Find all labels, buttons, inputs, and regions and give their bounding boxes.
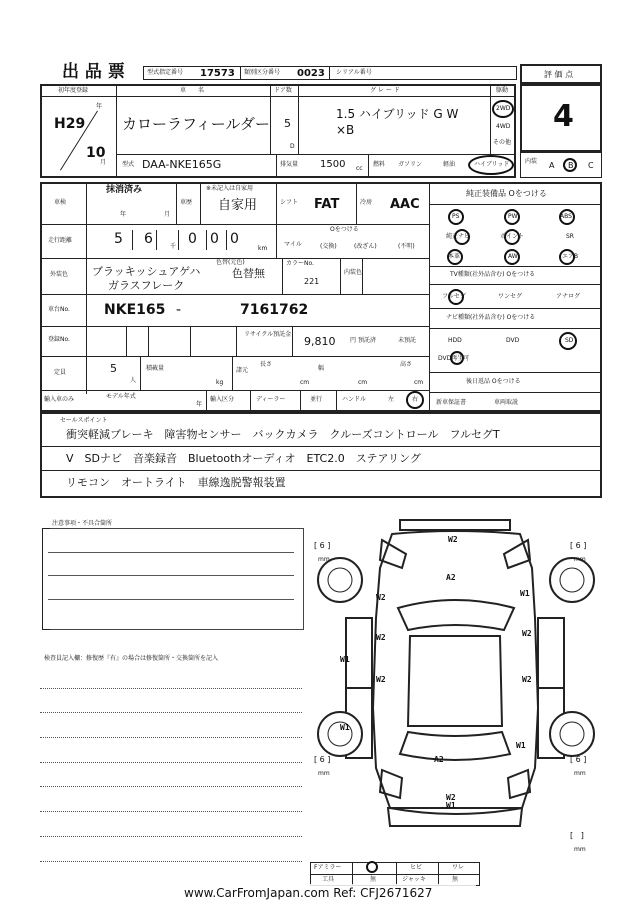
equip-abs-circle — [559, 209, 575, 225]
score-header-cell — [520, 64, 602, 84]
equip-airbag: エアB — [562, 253, 579, 260]
mark-right-front-door: W2 — [522, 629, 532, 638]
mark-front-bumper: W2 — [448, 535, 458, 544]
fuel-label: 燃料 — [373, 161, 386, 168]
first-reg-year: H29 — [54, 116, 86, 132]
width-label: 幅 — [318, 365, 325, 372]
equip-point-circle — [504, 229, 520, 245]
equipment-header: 純正装備品 Oをつける — [466, 189, 547, 198]
interior-color-label: 内装色 — [344, 269, 363, 276]
interior-b: B — [568, 161, 574, 170]
tire-unit-spare: mm — [574, 846, 586, 853]
type-label: 型式 — [122, 161, 135, 168]
tampered-label: (改ざん) — [354, 243, 377, 250]
recycle-label: リサイクル預託金 — [244, 331, 292, 338]
chassis-label: 車台No. — [48, 306, 70, 313]
drive-4wd: 4WD — [496, 123, 511, 130]
mileage-digit-4: 0 — [210, 231, 219, 247]
navi-sd-circle — [559, 332, 577, 350]
shift-label: シフト — [280, 199, 299, 206]
color-no-label: カラーNo. — [286, 260, 314, 267]
equip-point: ポイント — [500, 233, 525, 240]
fuel-selected-circle — [468, 155, 514, 175]
interior-cell — [520, 152, 602, 178]
load-kg-unit: kg — [216, 379, 224, 386]
equip-ps: PS — [452, 213, 460, 220]
mark-trunk: A2 — [434, 755, 444, 764]
ac-label: 冷房 — [360, 199, 373, 206]
docs-header: 後日返品 Oをつける — [466, 378, 521, 385]
tire-unit-rl: mm — [318, 770, 330, 777]
windshield-shape — [398, 600, 514, 630]
footer-tool-none: 無 — [370, 876, 377, 883]
import-type-label: 輸入区分 — [210, 396, 235, 403]
equip-navi-circle — [454, 229, 470, 245]
inspection-month-unit: 月 — [164, 211, 171, 218]
recycle-value: 9,810 — [304, 335, 336, 348]
mark-front-left-fender: W2 — [376, 593, 386, 602]
mileage-digit-1: 5 — [114, 231, 123, 247]
interior-c: C — [588, 161, 594, 170]
score-label: 評 価 点 — [544, 70, 574, 79]
model-year-label: モデル年式 — [106, 393, 136, 400]
navi-dvd: DVD — [506, 337, 520, 344]
ac-value: AAC — [390, 197, 420, 212]
docs-manual: 車両取説 — [494, 399, 519, 406]
color-line1: ブラッキッシュアゲハ — [92, 265, 201, 278]
tv-analog: アナログ — [556, 293, 581, 300]
mark-left-rear-door: W2 — [376, 675, 386, 684]
usage-note: ※未記入は自家用 — [206, 185, 254, 192]
doors-suffix: D — [290, 143, 295, 150]
footer-fire-circle — [366, 861, 378, 873]
handle-label: ハンドル — [342, 396, 367, 403]
width-cm-unit: cm — [358, 379, 368, 386]
original-color: 色替無 — [232, 267, 265, 280]
dim-label: 諸元 — [236, 367, 249, 374]
inspector-label: 検査員記入欄：修復歴『有』の場合は修復箇所・交換箇所を記入 — [44, 655, 219, 662]
drive-2wd: 2WD — [496, 105, 511, 112]
mileage-digit-2: 6 — [144, 231, 153, 247]
mileage-digit-5: 0 — [230, 231, 239, 247]
mileage-circle-note: Oをつける — [330, 226, 359, 233]
wheel-front-left — [318, 558, 362, 602]
sheet-title: 出 品 票 — [62, 62, 125, 82]
mark-rear-panel: W2 — [446, 793, 456, 802]
length-label: 長さ — [260, 361, 273, 368]
sales-line-1: 衝突軽減ブレーキ 障害物センサー バックカメラ クルーズコントロール フルセグT — [66, 428, 500, 441]
navi-sd: SD — [565, 337, 574, 344]
thousand-mark: 千 — [170, 243, 177, 250]
mileage-digit-3: 0 — [188, 231, 197, 247]
serial-cell — [329, 66, 517, 80]
navi-header: ナビ種類(社外品含む) Oをつける — [446, 314, 536, 321]
caution-bracket — [42, 528, 50, 630]
length-cm-unit: cm — [300, 379, 310, 386]
recycle-unit: 円 — [350, 337, 357, 344]
footer-jack-label: ジャッキ — [402, 876, 426, 883]
dealer-label: ディーラー — [256, 396, 286, 403]
rear-window-shape — [400, 732, 510, 760]
mile-label: マイル — [284, 241, 302, 248]
model-year-unit: 年 — [196, 401, 203, 408]
fuel-gasoline: ガソリン — [398, 161, 423, 168]
tire-depth-spare: [ ] — [570, 831, 584, 840]
grade-line1: 1.5 ハイブリッド G W — [336, 107, 459, 121]
wheel-rear-left — [318, 712, 362, 756]
handle-right: 右 — [412, 396, 419, 403]
equip-abs: ABS — [560, 213, 572, 220]
tv-header: TV種類(社外品含む) Oをつける — [450, 271, 536, 278]
caution-box — [42, 528, 304, 630]
score-cell — [520, 84, 602, 152]
mark-hood: A2 — [446, 573, 456, 582]
dvd-playback-circle — [450, 351, 464, 365]
equip-aw: AW — [508, 253, 518, 260]
drive-selected-circle — [492, 100, 514, 118]
drive-label: 駆動 — [496, 87, 509, 94]
mark-right-rear-quarter: W1 — [516, 741, 526, 750]
displacement-value: 1500 — [320, 159, 346, 170]
interior-selected-circle — [563, 158, 577, 172]
handle-selected-circle — [406, 391, 424, 409]
load-label: 積載量 — [146, 365, 165, 372]
tire-depth-rear-left: [ 6 ] — [314, 755, 331, 764]
fuel-hybrid: ハイブリッド — [474, 161, 510, 168]
height-cm-unit: cm — [414, 379, 424, 386]
equip-pw: PW — [508, 213, 518, 220]
tv-fullseg-circle — [448, 289, 464, 305]
sales-points-label: セールスポイント — [60, 417, 108, 424]
tire-depth-front-left: [ 6 ] — [314, 541, 331, 550]
tire-unit-rr: mm — [574, 770, 586, 777]
footer-fire-label: Fアミラー — [314, 864, 342, 871]
equip-navi: 純正ナビ — [446, 233, 471, 240]
mark-right-rear-door: W2 — [522, 675, 532, 684]
model-designation-label: 型式指定番号 — [147, 69, 184, 76]
tv-fullseg: フルセグ — [442, 293, 466, 300]
mark-left-rear-quarter: W1 — [340, 723, 350, 732]
sales-line-2: V SDナビ 音楽録音 Bluetoothオーディオ ETC2.0 ステアリング — [66, 452, 421, 465]
category-value: 0023 — [297, 68, 325, 79]
equip-aw-circle — [504, 249, 520, 265]
import-label: 輸入車のみ — [44, 396, 75, 403]
height-label: 高さ — [400, 361, 413, 368]
mark-left-front-door: W2 — [376, 633, 386, 642]
recycle-not-deposited: 未預託 — [398, 337, 417, 344]
capacity-label: 定員 — [54, 369, 67, 376]
chassis-dash: - — [176, 302, 182, 318]
mark-rear-bumper: W1 — [446, 801, 456, 810]
footer-jack-none: 無 — [452, 876, 459, 883]
mark-front-right-fender: W1 — [520, 589, 530, 598]
doors-value: 5 — [284, 117, 291, 130]
equip-sr: SR — [566, 233, 574, 240]
model-designation-value: 17573 — [200, 68, 235, 79]
color-line2: ガラスフレーク — [108, 279, 185, 292]
chassis-number: 7161762 — [240, 302, 309, 318]
equip-airbag-circle — [559, 249, 575, 265]
color-no-value: 221 — [304, 277, 320, 286]
doors-label: ドア数 — [274, 87, 292, 94]
car-name-label: 車 名 — [180, 87, 205, 94]
unknown-label: (不明) — [398, 243, 415, 250]
year-unit: 年 — [96, 103, 103, 110]
tv-oneseg: ワンセグ — [498, 293, 523, 300]
displacement-label: 排気量 — [280, 161, 299, 168]
footer-crack-label: ヒビ — [410, 864, 423, 871]
sales-line-3: リモコン オートライト 車線逸脱警報装置 — [66, 476, 286, 489]
inspection-value: 抹消済み — [106, 185, 143, 195]
first-reg-month: 10 — [86, 145, 106, 161]
interior-label: 内装 — [525, 158, 538, 165]
equip-ps-circle — [448, 209, 464, 225]
score-value: 4 — [553, 99, 574, 134]
docs-warranty: 新車保証書 — [436, 399, 467, 406]
first-reg-label: 初年度登録 — [58, 87, 89, 94]
caution-label: 注意事項・不具合箇所 — [52, 520, 113, 527]
grade-line2: ×B — [336, 123, 355, 137]
car-name: カローラフィールダー — [122, 115, 270, 133]
category-label: 類別区分番号 — [244, 69, 281, 76]
tire-depth-front-right: [ 6 ] — [570, 541, 587, 550]
serial-label: シリアル番号 — [336, 69, 372, 76]
equip-pw-circle — [504, 209, 520, 225]
dvd-playback: DVD再生可 — [438, 355, 470, 362]
footer-break-label: ワレ — [452, 864, 465, 871]
grade-label: グ レ ー ド — [370, 87, 400, 94]
color-label: 外装色 — [50, 271, 69, 278]
tire-unit-fl: mm — [318, 556, 330, 563]
mileage-label: 走行距離 — [48, 237, 73, 244]
tire-depth-rear-right: [ 6 ] — [570, 755, 587, 764]
reg-label: 登録No. — [48, 336, 70, 343]
exchange-label: (交換) — [320, 243, 337, 250]
front-bumper-shape — [400, 520, 510, 530]
chassis-model: NKE165 — [104, 302, 166, 318]
equip-leather: 本革 — [448, 253, 461, 260]
watermark-bar — [176, 884, 476, 902]
usage-value: 自家用 — [218, 198, 258, 213]
mileage-km-unit: km — [258, 245, 268, 252]
capacity-value: 5 — [110, 362, 117, 375]
equip-leather-circle — [447, 249, 463, 265]
month-unit: 月 — [100, 159, 107, 166]
mark-left-sill: W1 — [340, 655, 350, 664]
wheel-front-right — [550, 558, 594, 602]
inspection-label: 車検 — [54, 199, 67, 206]
parallel-label: 並行 — [310, 396, 323, 403]
recycle-deposited: 預託済 — [358, 337, 377, 344]
car-damage-diagram — [310, 508, 602, 848]
usage-label: 車歴 — [180, 199, 193, 206]
original-color-label: 色替(元色) — [216, 259, 245, 266]
footer-tool-label: 工具 — [322, 876, 335, 883]
model-designation-cell — [143, 66, 241, 80]
navi-hdd: HDD — [448, 337, 462, 344]
watermark-text: www.CarFromJapan.com Ref: CFJ2671627 — [184, 886, 433, 900]
inspection-year-unit: 年 — [120, 211, 127, 218]
tire-unit-fr: mm — [574, 556, 586, 563]
handle-left: 左 — [388, 396, 395, 403]
roof-shape — [408, 636, 502, 726]
drive-other: その他 — [493, 139, 512, 146]
type-value: DAA-NKE165G — [142, 158, 222, 171]
interior-a: A — [549, 161, 555, 170]
capacity-unit: 人 — [130, 377, 137, 384]
wheel-rear-right — [550, 712, 594, 756]
fuel-diesel: 軽油 — [443, 161, 456, 168]
displacement-unit: cc — [356, 165, 363, 172]
category-cell — [240, 66, 330, 80]
shift-value: FAT — [314, 197, 340, 212]
